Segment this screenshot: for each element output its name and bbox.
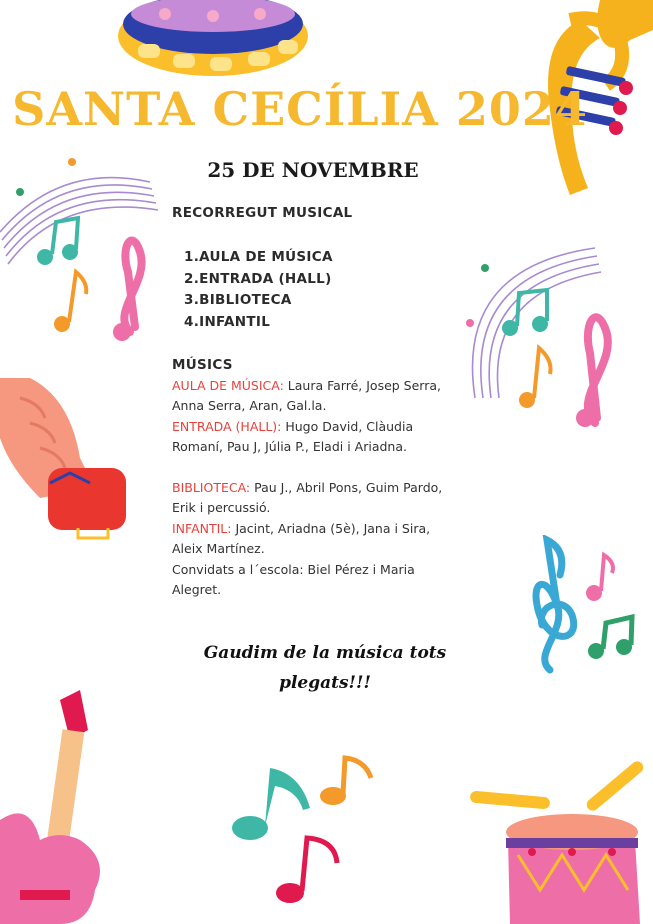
musician-group <box>172 417 462 458</box>
musician-group <box>172 519 462 560</box>
group-label: BIBLIOTECA: <box>172 480 251 496</box>
group-names: Pau J., Abril Pons, Guim Pardo, Erik i percussió. <box>172 480 443 516</box>
page-title: SANTA CECÍLIA 2024 <box>12 82 588 136</box>
musician-group <box>172 376 462 417</box>
group-label: ENTRADA (HALL): <box>172 418 282 434</box>
hand-fan-icon <box>0 378 130 553</box>
tambourine-icon <box>110 0 315 82</box>
drum-icon <box>470 760 653 924</box>
route-heading: RECORREGUT MUSICAL <box>172 205 353 221</box>
group-label: AULA DE MÚSICA: <box>172 378 284 393</box>
group-names: Hugo David, Clàudia Romaní, Pau J, Júlia P., Eladi i Ariadna. <box>172 418 414 455</box>
list-item: 3.BIBLIOTECA <box>184 292 292 309</box>
closing-line: plegats!!! <box>279 673 371 693</box>
list-item: 2.ENTRADA (HALL) <box>184 270 332 287</box>
musician-group <box>172 478 462 519</box>
music-staff-icon <box>455 228 625 428</box>
guests-line: Convidats a l´escola: Biel Pérez i Maria Alegret. <box>172 561 415 598</box>
list-item: 4.INFANTIL <box>184 314 271 331</box>
list-item: 1.AULA DE MÚSICA <box>184 249 333 265</box>
spacer <box>172 458 462 478</box>
musicians-heading: MÚSICS <box>172 357 233 373</box>
musicians-list <box>172 376 462 600</box>
treble-clef-icon <box>512 535 647 675</box>
group-label: INFANTIL: <box>172 520 232 536</box>
music-notes-icon <box>225 748 375 908</box>
group-names: Jacint, Ariadna (5è), Jana i Sira, Aleix Martínez. <box>172 520 431 557</box>
music-staff-icon <box>0 152 165 352</box>
event-date: 25 DE NOVEMBRE <box>207 158 419 182</box>
group-names: Laura Farré, Josep Serra, Anna Serra, Aran, Gal.la. <box>172 378 441 414</box>
route-list <box>184 247 333 334</box>
closing-line: Gaudim de la música tots <box>203 643 447 663</box>
closing-message <box>170 638 480 698</box>
guitar-icon <box>0 690 115 924</box>
